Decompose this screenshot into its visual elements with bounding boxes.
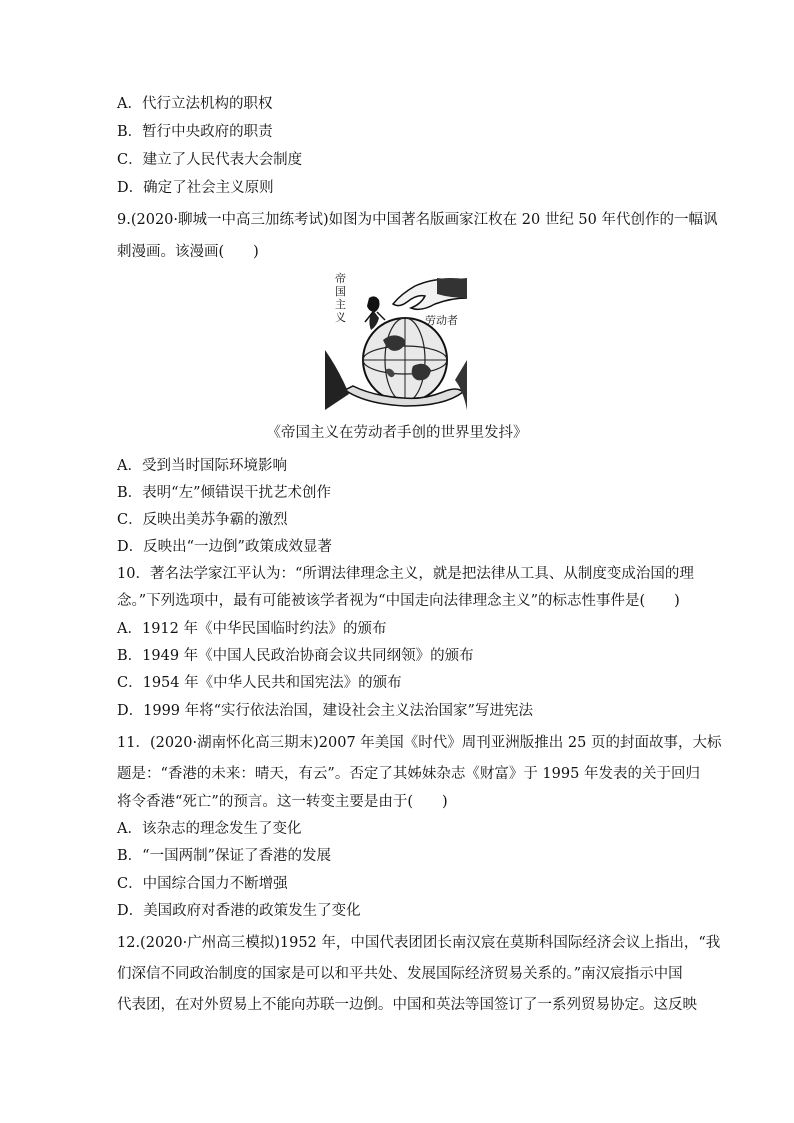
q9-option-c: C．反映出美苏争霸的激烈 <box>117 512 288 528</box>
q12-stem-line1: 12.(2020·广州高三模拟)1952 年，中国代表团团长南汉宸在莫斯科国际经济会议上指出，“我 <box>117 935 721 951</box>
q12-stem-line2: 们深信不同政治制度的国家是可以和平共处、发展国际经济贸易关系的。”南汉宸指示中国 <box>117 966 683 982</box>
q11-option-a: A．该杂志的理念发生了变化 <box>117 821 302 837</box>
figure-caption: 《帝国主义在劳动者手创的世界里发抖》 <box>266 425 528 441</box>
q11-stem-line1: 11．(2020·湖南怀化高三期末)2007 年美国《时代》周刊亚洲版推出 25 页的封面故事，大标 <box>117 735 722 751</box>
q8-option-a: A．代行立法机构的职权 <box>117 96 273 112</box>
q11-stem-line2: 题是：“香港的未来：晴天，有云”。否定了其姊妹杂志《财富》于 1995 年发表的关于回归 <box>117 766 700 782</box>
q8-option-c: C．建立了人民代表大会制度 <box>117 152 303 168</box>
q11-option-c: C．中国综合国力不断增强 <box>117 876 288 892</box>
figure-label-imperialism-4: 义 <box>335 311 346 324</box>
q10-option-d: D．1999 年将“实行依法治国，建设社会主义法治国家”写进宪法 <box>117 703 533 719</box>
q9-option-d: D．反映出“一边倒”政策成效显著 <box>117 539 332 555</box>
q9-stem-line2: 刺漫画。该漫画( ) <box>117 244 259 260</box>
q10-option-b: B．1949 年《中国人民政治协商会议共同纲领》的颁布 <box>117 648 474 664</box>
figure-label-imperialism-3: 主 <box>335 298 346 311</box>
q8-option-b: B．暂行中央政府的职责 <box>117 124 273 140</box>
figure-label-imperialism-2: 国 <box>335 285 346 298</box>
q11-option-b: B．“一国两制”保证了香港的发展 <box>117 848 331 864</box>
figure-label-worker: 劳动者 <box>425 314 458 327</box>
q10-stem-line2: 念。”下列选项中，最有可能被该学者视为“中国走向法律理念主义”的标志性事件是( ) <box>117 593 680 609</box>
q9-option-b: B．表明“左”倾错误干扰艺术创作 <box>117 485 331 501</box>
cartoon-illustration <box>325 270 467 410</box>
q11-option-d: D．美国政府对香港的政策发生了变化 <box>117 903 361 919</box>
q8-option-d: D．确定了社会主义原则 <box>117 180 274 196</box>
q9-option-a: A．受到当时国际环境影响 <box>117 458 287 474</box>
satirical-cartoon-figure <box>325 270 467 410</box>
figure-label-imperialism-1: 帝 <box>335 272 346 285</box>
q10-option-a: A．1912 年《中华民国临时约法》的颁布 <box>117 621 387 637</box>
q10-stem-line1: 10．著名法学家江平认为：“所谓法律理念主义，就是把法律从工具、从制度变成治国的理 <box>117 566 694 582</box>
q12-stem-line3: 代表团，在对外贸易上不能向苏联一边倒。中国和英法等国签订了一系列贸易协定。这反映 <box>117 997 697 1013</box>
q11-stem-line3: 将令香港“死亡”的预言。这一转变主要是由于( ) <box>117 794 448 810</box>
q9-stem-line1: 9.(2020·聊城一中高三加练考试)如图为中国著名版画家江枚在 20 世纪 50 年代创作的一幅讽 <box>117 212 718 228</box>
q10-option-c: C．1954 年《中华人民共和国宪法》的颁布 <box>117 675 402 691</box>
